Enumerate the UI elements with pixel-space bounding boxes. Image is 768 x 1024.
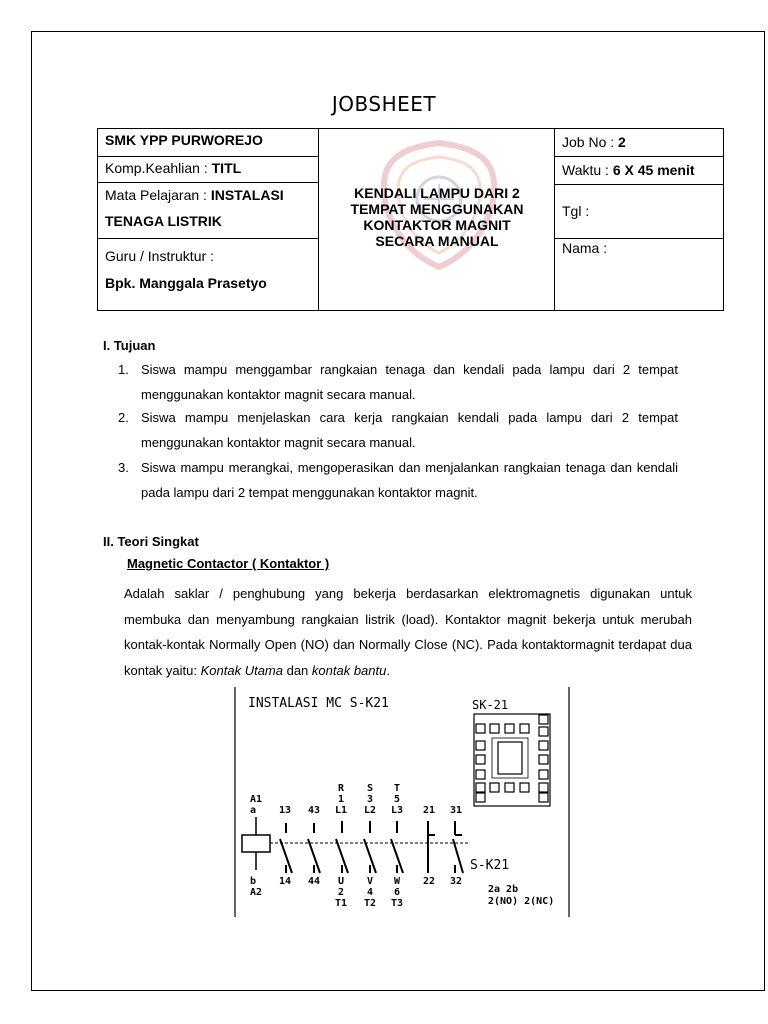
terminal-label: 1: [338, 794, 345, 805]
list-item: [118, 405, 678, 455]
komp-keahlian: [105, 158, 241, 178]
mata-pelajaran: [105, 185, 284, 205]
contactor-diagram: [234, 687, 570, 917]
coil-label-a2: A2: [250, 887, 263, 898]
list-number: 3.: [118, 460, 129, 475]
terminal-label: 2: [338, 887, 345, 898]
komp-label: Komp.Keahlian :: [105, 160, 212, 176]
contactor-top-view: [474, 714, 550, 806]
terminal-label: S: [367, 783, 374, 794]
mapel-value-line2: TENAGA LISTRIK: [105, 213, 222, 229]
terminal-label: L2: [364, 805, 377, 816]
terminal-label: 13: [279, 805, 292, 816]
terminal-label: 21: [423, 805, 436, 816]
mapel-value: INSTALASI: [210, 187, 284, 203]
theory-paragraph: [124, 581, 692, 683]
subsection-heading: Magnetic Contactor ( Kontaktor ): [127, 556, 330, 571]
terminal-label: R: [338, 783, 345, 794]
table-divider: [98, 182, 318, 183]
list-text: Siswa mampu menggambar rangkaian tenaga dan kendali pada lampu dari 2 tempat menggunakan kontaktor magnit secara manual.: [141, 362, 678, 402]
table-divider: [98, 238, 318, 239]
model-label: S-K21: [470, 858, 510, 873]
table-divider: [554, 184, 724, 185]
terminal-label: 44: [308, 876, 321, 887]
komp-value: TITL: [211, 160, 242, 176]
paragraph-emphasis: kontak bantu: [311, 662, 387, 678]
job-title-line: SECARA MANUAL: [375, 233, 499, 249]
terminal-label: 31: [450, 805, 463, 816]
job-title: [319, 185, 555, 249]
waktu-label: Waktu :: [562, 162, 613, 178]
coil-label-a1: A1: [250, 794, 263, 805]
job-no-value: 2: [618, 134, 626, 150]
paragraph-text: Adalah saklar / penghubung yang bekerja berdasarkan elektromagnetis digunakan untuk membuka dan menyambung rangkaian listrik (load). Kontaktor magnit bekerja untuk merubah kontak-kontak Normally Open (NO) dan Normally Close (NC). Pada kontaktormagnit terdapat dua kontak yaitu:: [124, 586, 692, 678]
terminal-label: U: [338, 876, 345, 887]
terminal-label: 4: [367, 887, 374, 898]
table-divider: [98, 156, 318, 157]
paragraph-text: .: [386, 662, 390, 678]
header-table: [97, 128, 724, 311]
terminal-label: 43: [308, 805, 321, 816]
tgl-field: Tgl :: [562, 203, 590, 219]
list-item: [118, 455, 678, 505]
table-divider: [554, 156, 724, 157]
section-heading-teori: II. Teori Singkat: [103, 534, 199, 549]
terminal-label: T2: [364, 898, 377, 909]
contactor-diagram-svg: [234, 687, 570, 917]
contacts: [280, 821, 463, 873]
list-text: Siswa mampu merangkai, mengoperasikan dan menjalankan rangkaian tenaga dan kendali pada lampu dari 2 tempat menggunakan kontaktor magnit.: [141, 460, 678, 500]
waktu: [562, 160, 695, 180]
nama-field: Nama :: [562, 240, 608, 256]
terminal-label: T: [394, 783, 401, 794]
terminal-label: 22: [423, 876, 436, 887]
terminal-label: 14: [279, 876, 292, 887]
section-heading-tujuan: I. Tujuan: [103, 338, 156, 353]
list-item: [118, 357, 678, 407]
bottom-terminal-labels: [250, 876, 554, 909]
coil-symbol: [242, 817, 270, 870]
coil-label-a: a: [250, 805, 257, 816]
terminal-label: V: [367, 876, 374, 887]
job-title-line: KENDALI LAMPU DARI 2: [354, 185, 520, 201]
job-title-line: KONTAKTOR MAGNIT: [363, 217, 511, 233]
list-number: 2.: [118, 410, 129, 425]
top-terminal-labels: [250, 783, 462, 816]
paragraph-emphasis: Kontak Utama: [200, 662, 283, 678]
aux-note: 2(NO) 2(NC): [488, 896, 555, 907]
paragraph-text: dan: [282, 662, 312, 678]
guru-label: Guru / Instruktur :: [105, 248, 214, 264]
mapel-label: Mata Pelajaran :: [105, 187, 211, 203]
terminal-label: W: [394, 876, 401, 887]
job-number: [562, 132, 626, 152]
guru-value: Bpk. Manggala Prasetyo: [105, 275, 267, 291]
terminal-label: 32: [450, 876, 463, 887]
terminal-label: L3: [391, 805, 404, 816]
job-no-label: Job No :: [562, 134, 619, 150]
terminal-label: L1: [335, 805, 348, 816]
sk-label: SK-21: [472, 698, 509, 712]
job-title-line: TEMPAT MENGGUNAKAN: [350, 201, 524, 217]
terminal-label: 5: [394, 794, 401, 805]
coil-label-b: b: [250, 876, 257, 887]
diagram-title: INSTALASI MC S-K21: [248, 696, 389, 711]
terminal-label: T1: [335, 898, 348, 909]
school-name: SMK YPP PURWOREJO: [105, 132, 263, 148]
document-title: JOBSHEET: [331, 92, 437, 116]
terminal-label: 3: [367, 794, 374, 805]
list-number: 1.: [118, 362, 129, 377]
terminal-label: T3: [391, 898, 404, 909]
terminal-label: 6: [394, 887, 401, 898]
waktu-value: 6 X 45 menit: [612, 162, 695, 178]
aux-note: 2a 2b: [488, 884, 519, 895]
list-text: Siswa mampu menjelaskan cara kerja rangkaian kendali pada lampu dari 2 tempat menggunakan kontaktor magnit secara manual.: [141, 410, 678, 450]
